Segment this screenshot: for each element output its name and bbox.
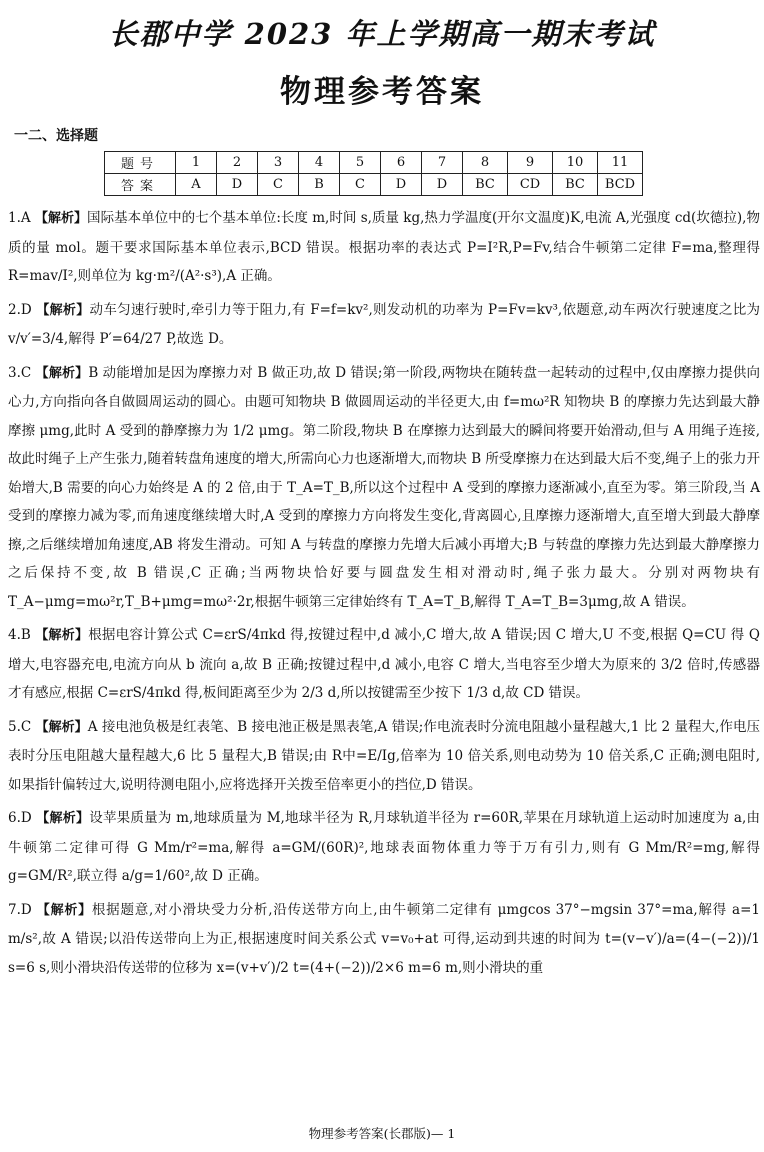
answer-table-number-row xyxy=(105,152,643,174)
analysis-tag: 【解析】 xyxy=(34,211,88,226)
question-number: 8 xyxy=(463,152,508,174)
school-title: 长郡中学 2023 年上学期高一期末考试 xyxy=(108,17,656,51)
solution-item-6 xyxy=(8,804,760,891)
question-number: 1 xyxy=(176,152,217,174)
question-number: 4 xyxy=(299,152,340,174)
question-number: 10 xyxy=(553,152,598,174)
solutions-list xyxy=(8,204,760,987)
answer-cell: CD xyxy=(508,174,553,196)
answer-cell: BC xyxy=(553,174,598,196)
item-text: 根据题意,对小滑块受力分析,沿传送带方向上,由牛顿第二定律有 μmgcos 37°−mgsin 37°=ma,解得 a=1 m/s²,故 A 错误;以沿传送带向上为正,根据速度时间关系公式 v=v₀+at 可得,运动到共速的时间为 t=(v−v′)/a=(4−(−2))/1 s=6 s,则小滑块沿传送带的位移为 x=(v+v′)/2 t=(4+(−2))/2×6 m=6 m,则小滑块的重 xyxy=(8,901,760,976)
row-label-question-number: 题号 xyxy=(105,152,176,174)
item-number: 2.D xyxy=(8,301,32,318)
answer-cell: C xyxy=(340,174,381,196)
document-title: 物理参考答案 xyxy=(280,74,484,110)
analysis-tag: 【解析】 xyxy=(36,811,90,826)
answer-cell: C xyxy=(258,174,299,196)
analysis-tag: 【解析】 xyxy=(35,365,89,381)
item-text: B 动能增加是因为摩擦力对 B 做正功,故 D 错误;第一阶段,两物块在随转盘一起转动的过程中,仅由摩擦力提供向心力,方向指向各自做圆周运动的圆心。由题可知物块 B 做圆周运动的半径更大,由 f=mω²R 知物块 B 的摩擦力先达到最大静摩擦 μmg,此时 A 受到的静摩擦力为 1/2 μmg。第二阶段,物块 B 在摩擦力达到最大的瞬间将要开始滑动,但与 A 用绳子连接,故此时绳子上产生张力,随着转盘角速度的增大,所需向心力也逐渐增大,而物块 B 所受摩擦力在达到最大后不变,绳子上的张力开始增大,B 需要的向心力始终是 A 的 2 倍,由于 T_A=T_B,所以这个过程中 A 受到的摩擦力逐渐减小,直至为零。第三阶段,当 A 受到的摩擦力减为零,而角速度继续增大时,A 受到的摩擦力方向将发生变化,背离圆心,且摩擦力逐渐增大,直至增大到最大静摩擦,之后继续增加角速度,AB 将发生滑动。可知 A 与转盘的摩擦力先增大后减小再增大;B 与转盘的摩擦力先达到最大静摩擦力之后保持不变,故 B 错误,C 正确;当两物块恰好要与圆盘发生相对滑动时,绳子张力最大。分别对两物块有 T_A−μmg=mω²r,T_B+μmg=mω²·2r,根据牛顿第三定律始终有 T_A=T_B,解得 T_A=T_B=3μmg,故 A 错误。 xyxy=(8,364,760,610)
answer-table xyxy=(104,151,643,196)
item-number: 6.D xyxy=(8,810,32,826)
answer-cell: BCD xyxy=(598,174,643,196)
item-number: 5.C xyxy=(8,718,32,735)
question-number: 6 xyxy=(381,152,422,174)
page-footer: 物理参考答案(长郡版)— 1 xyxy=(308,1126,456,1141)
item-text: 国际基本单位中的七个基本单位:长度 m,时间 s,质量 kg,热力学温度(开尔文温度)K,电流 A,光强度 cd(坎德拉),物质的量 mol。题干要求国际基本单位表示,BCD 错误。根据功率的表达式 P=I²R,P=Fv,结合牛顿第二定律 F=ma,整理得 R=mav/I²,则单位为 kg·m²/(A²·s³),A 正确。 xyxy=(8,210,760,284)
solution-item-1 xyxy=(8,204,760,291)
item-number: 7.D xyxy=(8,901,32,918)
solution-item-2 xyxy=(8,296,760,354)
analysis-tag: 【解析】 xyxy=(36,302,90,318)
answer-cell: D xyxy=(381,174,422,196)
answer-cell: D xyxy=(217,174,258,196)
item-number: 1.A xyxy=(8,210,31,226)
answer-cell: D xyxy=(422,174,463,196)
analysis-tag: 【解析】 xyxy=(35,628,89,643)
row-label-answer: 答案 xyxy=(105,174,176,196)
question-number: 5 xyxy=(340,152,381,174)
solution-item-4 xyxy=(8,621,760,708)
item-text: 根据电容计算公式 C=εrS/4πkd 得,按键过程中,d 减小,C 增大,故 A 错误;因 C 增大,U 不变,根据 Q=CU 得 Q 增大,电容器充电,电流方向从 b 流向 a,故 B 正确;按键过程中,d 减小,电容 C 增大,当电容至少增大为原来的 3/2 倍时,传感器才有感应,根据 C=εrS/4πkd 得,板间距离至少为 2/3 d,所以按键需至少按下 1/3 d,故 CD 错误。 xyxy=(8,627,760,701)
question-number: 2 xyxy=(217,152,258,174)
solution-item-7 xyxy=(8,896,760,983)
solution-item-3 xyxy=(8,359,760,617)
answer-table-answer-row xyxy=(105,174,643,196)
item-number: 4.B xyxy=(8,627,31,643)
answer-cell: B xyxy=(299,174,340,196)
solution-item-5 xyxy=(8,713,760,800)
answer-cell: A xyxy=(176,174,217,196)
question-number: 11 xyxy=(598,152,643,174)
item-text: 设苹果质量为 m,地球质量为 M,地球半径为 R,月球轨道半径为 r=60R,苹果在月球轨道上运动时加速度为 a,由牛顿第二定律可得 G Mm/r²=ma,解得 a=GM/(60R)²,地球表面物体重力等于万有引力,则有 G Mm/R²=mg,解得 g=GM/R²,联立得 a/g=1/60²,故 D 正确。 xyxy=(8,810,760,884)
item-text: 动车匀速行驶时,牵引力等于阻力,有 F=f=kv²,则发动机的功率为 P=Fv=kv³,依题意,动车两次行驶速度之比为 v/v′=3/4,解得 P′=64/27 P,故选 D。 xyxy=(8,301,760,347)
section-title: 一二、选择题 xyxy=(14,128,98,144)
analysis-tag: 【解析】 xyxy=(35,719,88,735)
answer-cell: BC xyxy=(463,174,508,196)
analysis-tag: 【解析】 xyxy=(36,902,92,918)
question-number: 3 xyxy=(258,152,299,174)
question-number: 9 xyxy=(508,152,553,174)
question-number: 7 xyxy=(422,152,463,174)
item-text: A 接电池负极是红表笔、B 接电池正极是黑表笔,A 错误;作电流表时分流电阻越小量程越大,1 比 2 量程大,作电压表时分压电阻越大量程越大,6 比 5 量程大,B 错误;由 R中=E/Ig,倍率为 10 倍关系,则电动势为 10 倍关系,C 正确;测电阻时,如果指针偏转过大,说明待测电阻小,应将选择开关拨至倍率更小的挡位,D 错误。 xyxy=(8,718,760,793)
item-number: 3.C xyxy=(8,364,32,381)
